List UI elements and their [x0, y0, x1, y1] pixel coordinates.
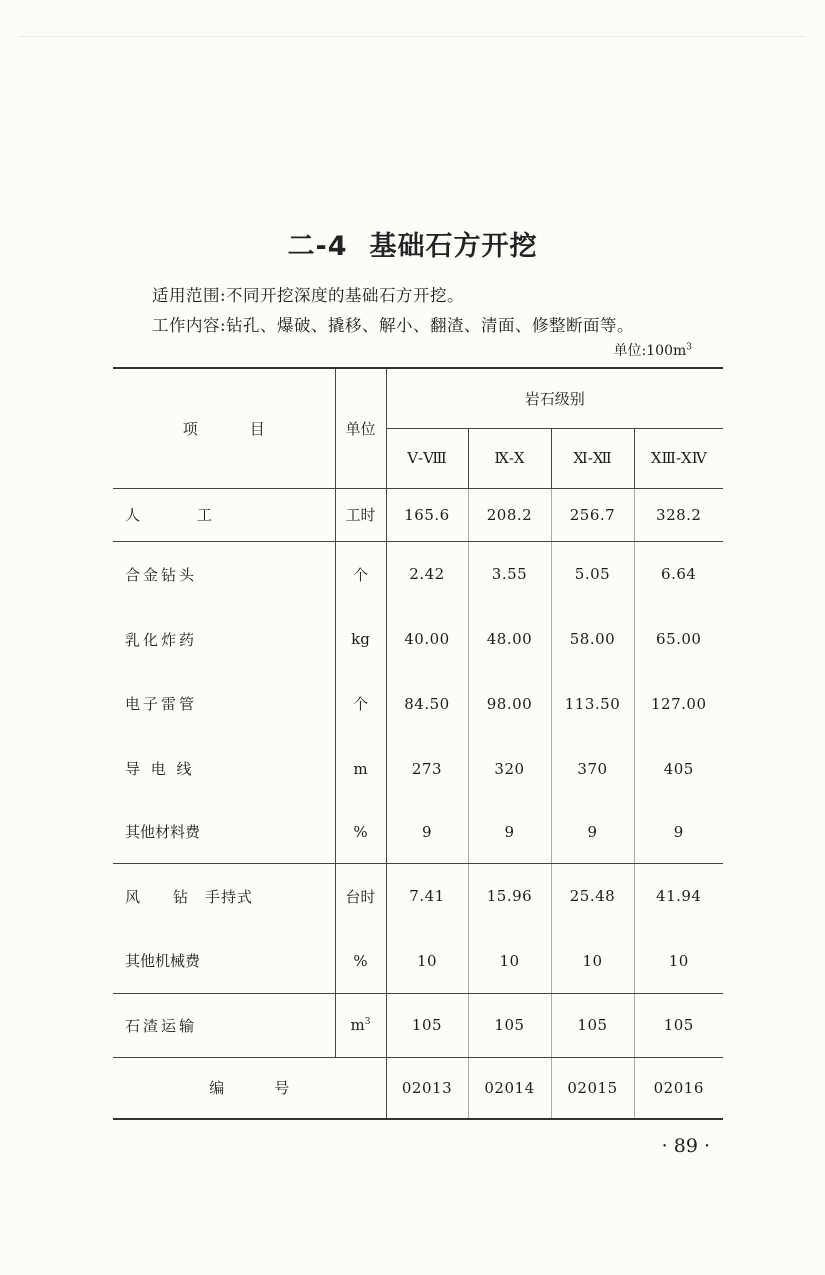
- section-name: 基础石方开挖: [369, 231, 538, 262]
- row-value: 40.00: [386, 607, 468, 671]
- work-content-line: 工作内容:钻孔、爆破、撬移、解小、翻渣、清面、修整断面等。: [152, 316, 635, 335]
- row-value: 320: [468, 736, 551, 801]
- table-row: [113, 801, 723, 863]
- row-name: 合金钻头: [113, 541, 335, 607]
- row-value: 3.55: [468, 541, 551, 607]
- row-value: 256.7: [551, 488, 634, 541]
- table-row: [113, 736, 723, 801]
- row-value: 6.64: [661, 565, 697, 584]
- row-unit: 个: [335, 541, 386, 607]
- section-title: [0, 224, 825, 263]
- row-name: 人 工: [113, 488, 335, 541]
- row-value: 84.50: [386, 671, 468, 736]
- row-value: 65.00: [656, 630, 702, 648]
- row-value: 7.41: [386, 863, 468, 929]
- row-value: 127.00: [651, 694, 707, 713]
- grade-col-2: Ⅸ-Ⅹ: [468, 428, 551, 488]
- row-name: 其他材料费: [113, 801, 335, 863]
- section-number: 二-4: [287, 231, 348, 262]
- row-value: 98.00: [468, 671, 551, 736]
- header-rock-grade: 岩石级别: [386, 368, 723, 428]
- table-row: [113, 671, 723, 736]
- scope-line: 适用范围:不同开挖深度的基础石方开挖。: [152, 286, 465, 305]
- table-row: [113, 993, 723, 1057]
- row-name: 电子雷管: [113, 671, 335, 736]
- row-value: 5.05: [551, 541, 634, 607]
- page-top-rule: [18, 36, 805, 37]
- row-unit: $m^3$: [335, 993, 386, 1057]
- row-value: 370: [551, 736, 634, 801]
- row-value: 105: [386, 993, 468, 1057]
- row-unit: %: [335, 929, 386, 993]
- row-value: 10: [386, 929, 468, 993]
- row-name: 其他机械费: [113, 929, 335, 993]
- row-value: 273: [386, 736, 468, 801]
- grade-col-3: Ⅺ-Ⅻ: [551, 428, 634, 488]
- row-value: 15.96: [468, 863, 551, 929]
- row-value: 10: [551, 929, 634, 993]
- row-name: 乳化炸药: [113, 607, 335, 671]
- row-name: 风 钻 手持式: [113, 863, 335, 929]
- row-value: 41.94: [656, 887, 702, 906]
- quota-table: [113, 367, 723, 1120]
- row-value: 58.00: [551, 607, 634, 671]
- page-number: · 89 ·: [661, 1135, 710, 1157]
- code-label: 编 号: [113, 1057, 386, 1119]
- row-value: 9: [634, 801, 723, 863]
- row-value: 9: [386, 801, 468, 863]
- header-item: 项 目: [113, 368, 335, 488]
- unit-note: 单位$:100m^3$: [613, 342, 692, 359]
- row-value: 10: [468, 929, 551, 993]
- grade-col-4: ⅩⅢ-ⅩⅣ: [634, 428, 723, 488]
- row-value: 405: [663, 759, 694, 778]
- row-value: 25.48: [551, 863, 634, 929]
- row-value: 105: [468, 993, 551, 1057]
- row-unit: 台时: [335, 863, 386, 929]
- row-unit: %: [335, 801, 386, 863]
- row-value: 208.2: [468, 488, 551, 541]
- row-value: 9: [551, 801, 634, 863]
- row-value: 113.50: [551, 671, 634, 736]
- code-row: [113, 1057, 723, 1119]
- table-row-labor: [113, 488, 723, 541]
- grade-col-1: Ⅴ-Ⅷ: [386, 428, 468, 488]
- row-unit: 工时: [335, 488, 386, 541]
- code-value: 02013: [386, 1057, 468, 1119]
- row-value: 10: [634, 929, 723, 993]
- row-value: 9: [468, 801, 551, 863]
- code-value: 02016: [634, 1057, 723, 1119]
- row-name: 石渣运输: [113, 993, 335, 1057]
- row-value: 2.42: [386, 541, 468, 607]
- header-row-1: [113, 368, 723, 428]
- row-unit: m: [335, 736, 386, 801]
- row-value: 165.6: [386, 488, 468, 541]
- row-unit: kg: [335, 607, 386, 671]
- row-name: 导 电 线: [113, 736, 335, 801]
- code-value: 02014: [468, 1057, 551, 1119]
- table-row: [113, 607, 723, 671]
- row-value: 105: [551, 993, 634, 1057]
- table-row: [113, 929, 723, 993]
- table-row: [113, 541, 723, 607]
- row-value: 48.00: [468, 607, 551, 671]
- row-value: 328.2: [634, 488, 723, 541]
- table-row: [113, 863, 723, 929]
- row-unit: 个: [335, 671, 386, 736]
- header-unit: 单位: [335, 368, 386, 488]
- code-value: 02015: [551, 1057, 634, 1119]
- row-value: 105: [634, 993, 723, 1057]
